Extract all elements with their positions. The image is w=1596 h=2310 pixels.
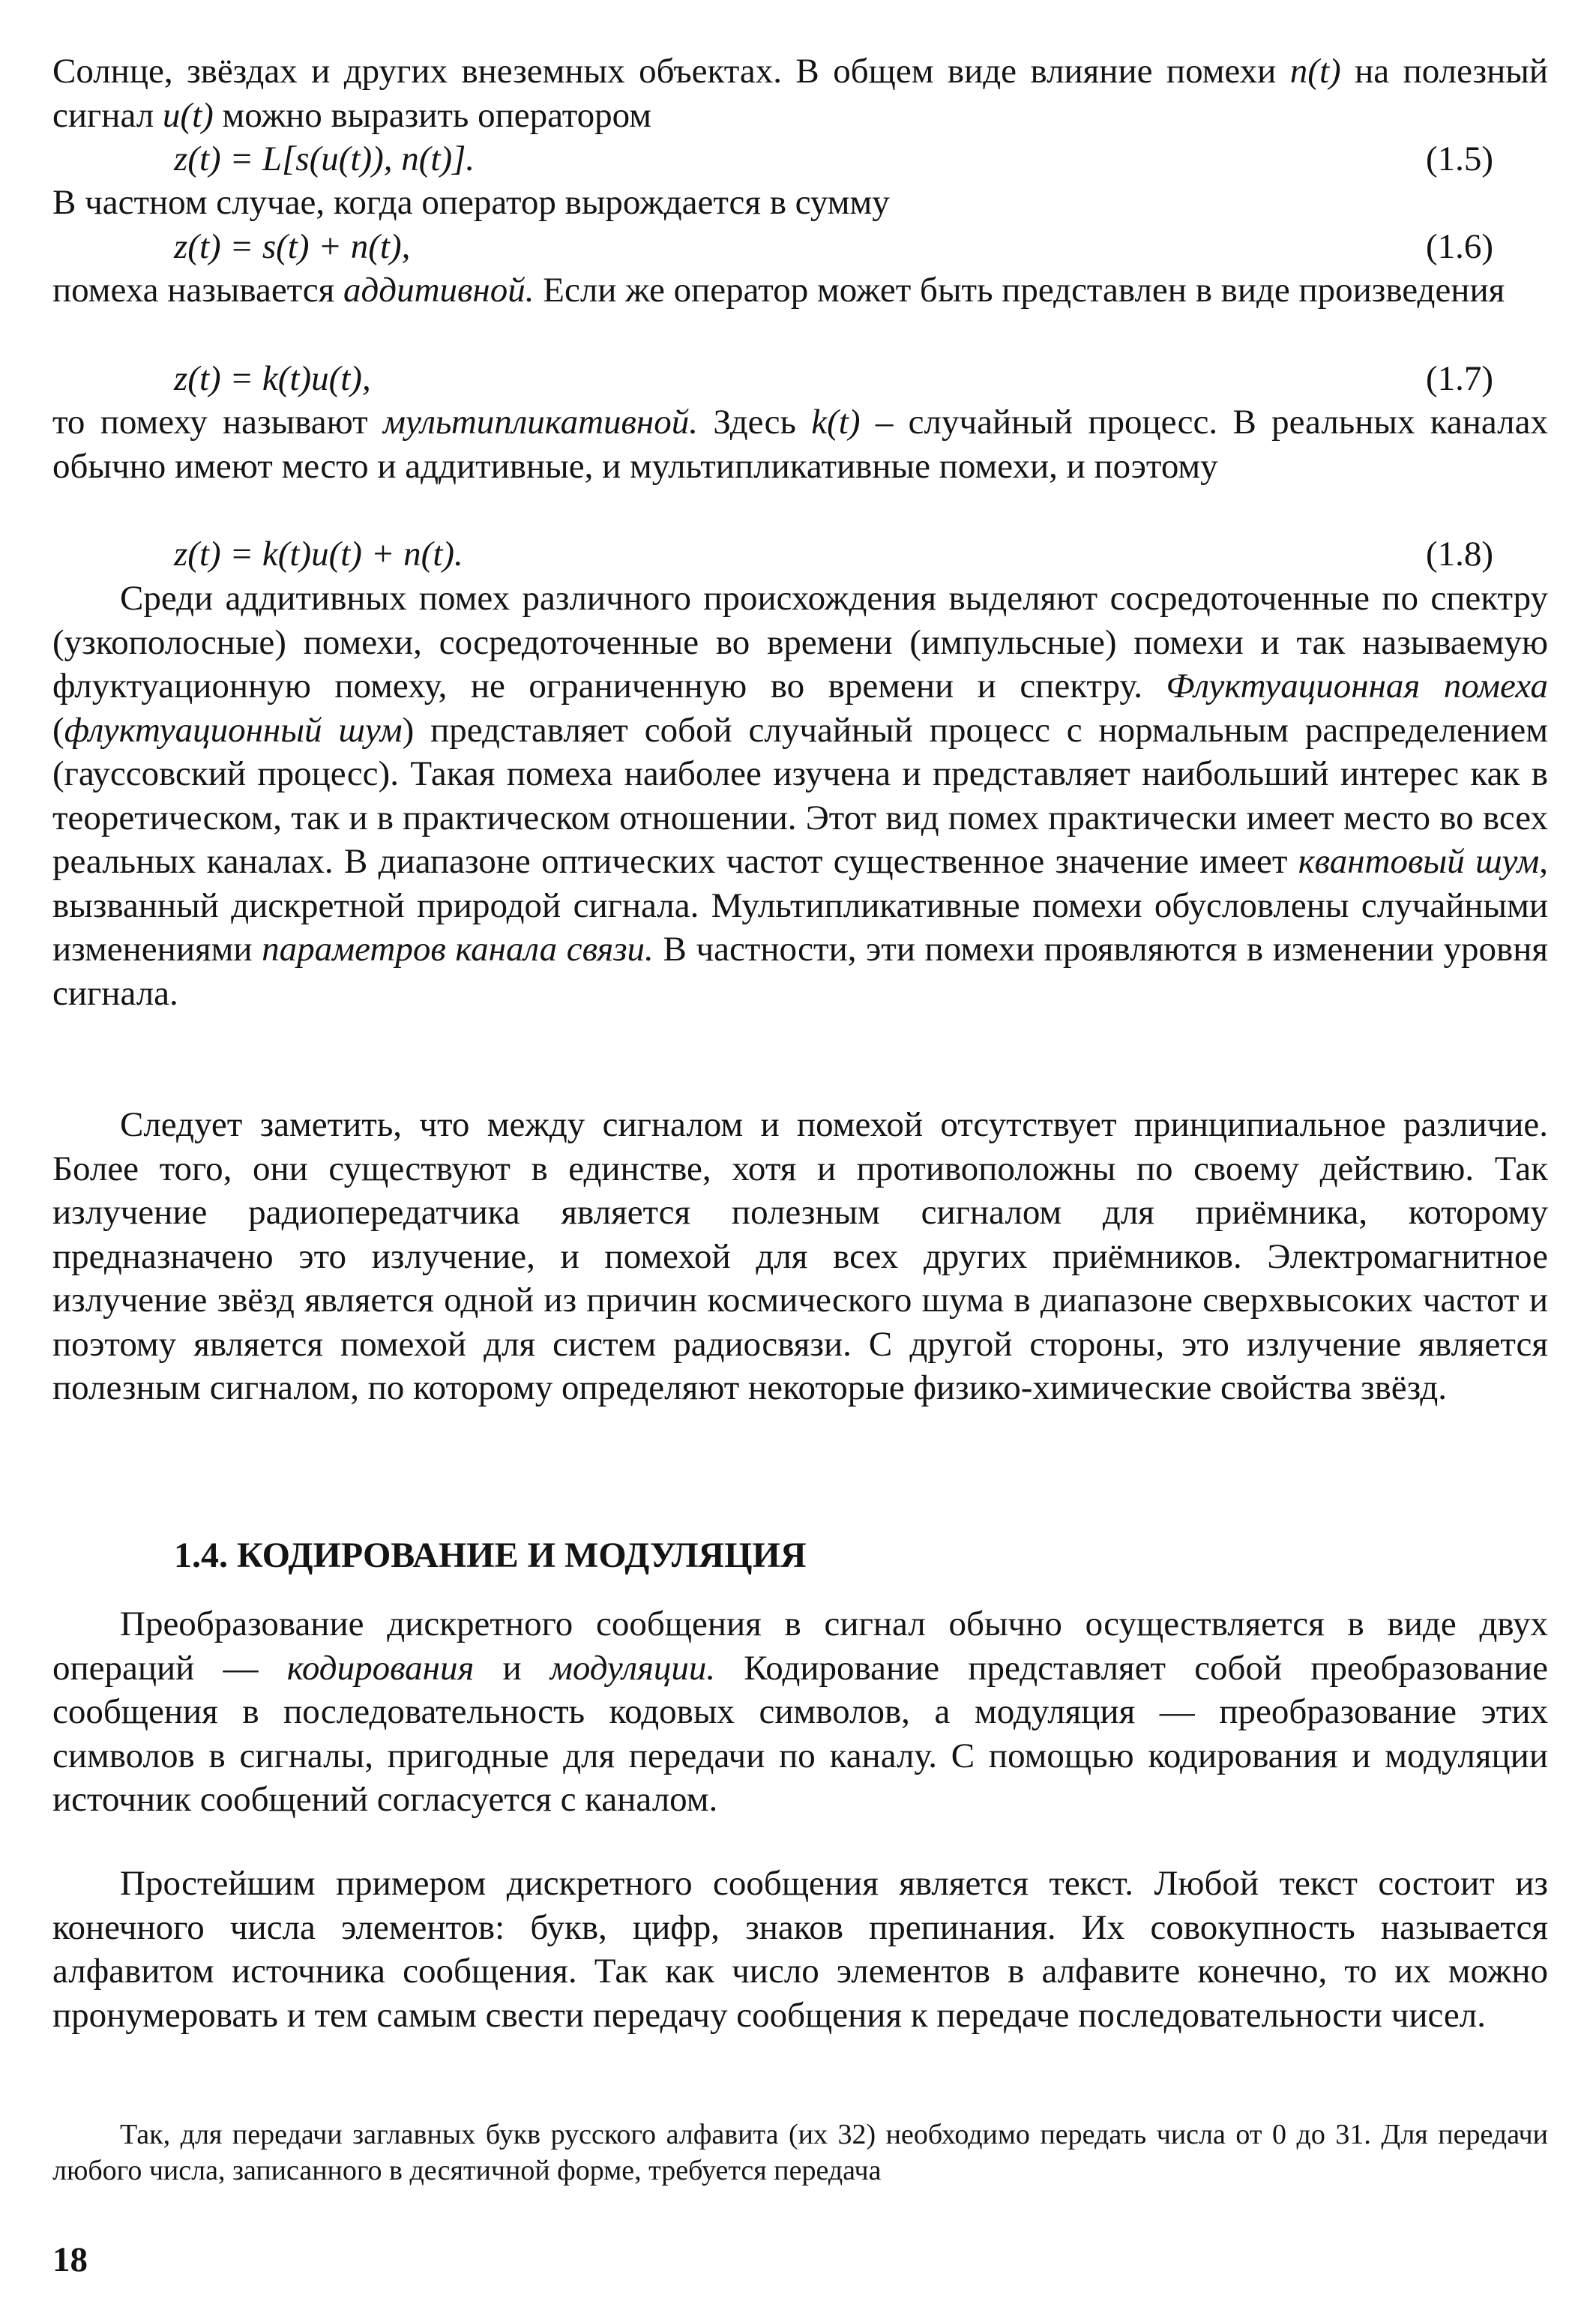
term-coding: кодирования — [286, 1648, 475, 1688]
equation-number: (1.7) — [1425, 359, 1493, 398]
text: Здесь — [698, 403, 812, 442]
equation-expression: z(t) = k(t)u(t), — [174, 359, 371, 398]
term-quantum-noise: квантовый шум — [1298, 842, 1540, 881]
text: Кодирование представляет собой преобразование сообщения в последовательность кодовых символов, а модуляция — преобразование этих символов в сигналы, пригодные для передачи по каналу. С помощью кодирования и модуляции источник сообщений согласуется с каналом. — [52, 1648, 1548, 1819]
equation-1-6 — [174, 225, 1493, 269]
intro-text: Солнце, звёздах и других внеземных объектах. В общем виде влияние помехи — [52, 52, 1290, 91]
equation-expression: z(t) = k(t)u(t) + n(t). — [174, 535, 463, 574]
text: ( — [52, 710, 64, 750]
term-modulation: модуляции. — [549, 1648, 716, 1688]
additive-paragraph — [52, 268, 1548, 313]
term-fluctuation-shum: флуктуационный шум — [64, 710, 403, 750]
section-heading: 1.4. КОДИРОВАНИЕ И МОДУЛЯЦИЯ — [174, 1536, 807, 1575]
coding-paragraph — [52, 1602, 1548, 1822]
page-number: 18 — [52, 2240, 88, 2279]
intro-paragraph — [52, 49, 1548, 137]
text: Если же оператор может быть представлен в виде произведения — [534, 271, 1505, 310]
random-process-symbol: k(t) — [811, 403, 861, 442]
text: В частности, эти помехи проявляются в изменении уровня сигнала. — [52, 930, 1548, 1013]
small-print-paragraph: Так, для передачи заглавных букв русского алфавита (их 32) необходимо передать числа от 0 до 31. Для передачи любого числа, записанного в десятичной форме, требуется передача — [52, 2119, 1548, 2186]
text: и — [474, 1648, 550, 1688]
equation-expression: z(t) = s(t) + n(t), — [174, 227, 411, 266]
term-channel-parameters: параметров канала связи. — [262, 930, 654, 969]
alphabet-paragraph: Простейшим примером дискретного сообщения является текст. Любой текст состоит из конечного числа элементов: букв, цифр, знаков препинания. Их совокупность называется алфавитом источника сообщения. Так как число элементов в алфавите конечно, то их можно пронумеровать и тем самым свести передачу сообщения к передаче последовательности чисел. — [52, 1864, 1548, 2035]
intro-text-2: на полезный сигнал — [52, 52, 1548, 135]
equation-expression: z(t) = L[s(u(t)), n(t)]. — [174, 139, 475, 178]
equation-number: (1.6) — [1425, 227, 1493, 266]
equation-1-7 — [174, 357, 1493, 401]
signal-symbol: u(t) — [162, 95, 214, 135]
text: ) представляет собой случайный процесс с нормальным распределением (гауссовский процесс). Такая помеха наиболее изучена и представляет наибольший интерес как в теоретическом, так и в практическом отношении. Этот вид помех практически имеет место во всех реальных каналах. В диапазоне оптических частот существенное значение имеет — [52, 710, 1548, 881]
text: , вызванный дискретной природой сигнала. Мультипликативные помехи обусловлены случайными изменениями — [52, 842, 1548, 969]
text: Преобразование дискретного сообщения в сигнал обычно осуществляется в виде двух операций — — [52, 1604, 1548, 1688]
term-multiplicative: мультипликативной. — [382, 403, 698, 442]
equation-1-8 — [174, 532, 1493, 577]
text: – случайный процесс. В реальных каналах обычно имеют место и аддитивные, и мультипликативные помехи, и поэтому — [52, 403, 1548, 486]
equation-number: (1.8) — [1425, 535, 1493, 574]
text: то помеху называют — [52, 403, 383, 442]
multiplicative-paragraph — [52, 400, 1548, 488]
text: помеха называется — [52, 271, 344, 310]
noise-types-paragraph — [52, 577, 1548, 1015]
term-additive: аддитивной. — [343, 271, 534, 310]
term-fluctuation-noise: Флуктуационная помеха — [1166, 667, 1548, 706]
signal-noise-paragraph: Следует заметить, что между сигналом и помехой отсутствует принципиальное различие. Более того, они существуют в единстве, хотя и противоположны по своему действию. Так излучение радиопередатчика является полезным сигналом для приёмника, которому предназначено это излучение, и помехой для всех других приёмников. Электромагнитное излучение звёзд является одной из причин космического шума в диапазоне сверхвысоких частот и поэтому является помехой для систем радиосвязи. С другой стороны, это излучение является полезным сигналом, по которому определяют некоторые физико-химические свойства звёзд. — [52, 1105, 1548, 1407]
noise-symbol: n(t) — [1289, 52, 1341, 91]
intro-text-3: можно выразить оператором — [213, 95, 651, 135]
text: Среди аддитивных помех различного происхождения выделяют сосредоточенные по спектру (узкополосные) помехи, сосредоточенные во времени (импульсные) помехи и так называемую флуктуационную помеху, не ограниченную во времени и спектру. — [52, 579, 1548, 706]
sum-case-line: В частном случае, когда оператор вырождается в сумму — [52, 183, 890, 222]
equation-number: (1.5) — [1425, 139, 1493, 178]
equation-1-5 — [174, 137, 1493, 181]
